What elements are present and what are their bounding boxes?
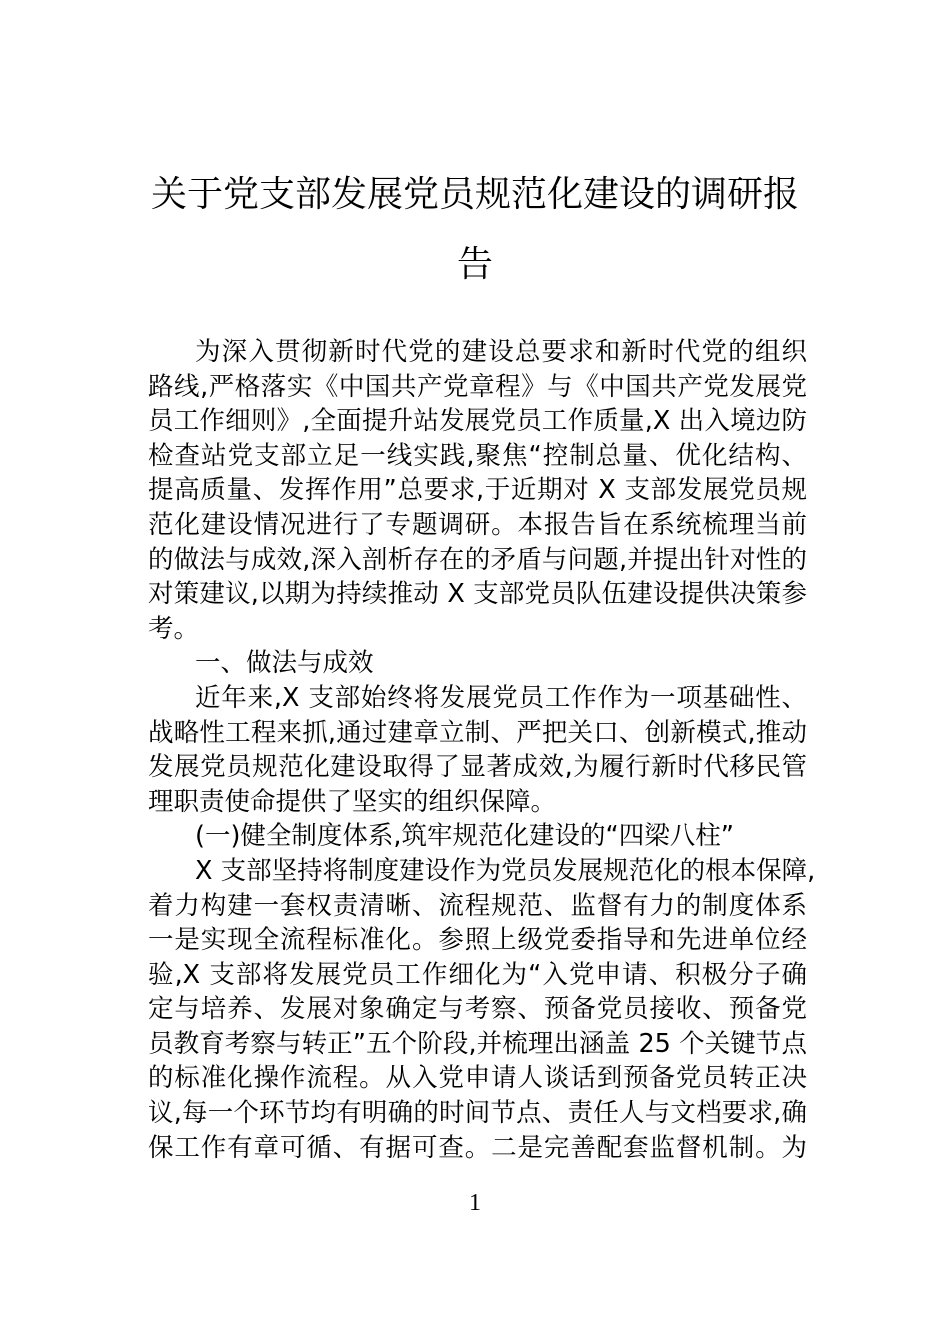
document-title-line-2: 告 (456, 244, 493, 285)
body-text-line: 近年来,X 支部始终将发展党员工作作为一项基础性、 (195, 682, 807, 713)
body-text-line: 为深入贯彻新时代党的建设总要求和新时代党的组织 (195, 337, 807, 367)
document-body (148, 335, 816, 1165)
body-text-line: 路线,严格落实《中国共产党章程》与《中国共产党发展党 (148, 371, 807, 402)
body-text-line: 验,X 支部将发展党员工作细化为“入党申请、积极分子确 (148, 959, 807, 990)
body-text-line: 提高质量、发挥作用”总要求,于近期对 X 支部发展党员规 (148, 475, 807, 506)
body-text-line: 理职责使命提供了坚实的组织保障。 (148, 786, 557, 817)
body-text-line: 的标准化操作流程。从入党申请人谈话到预备党员转正决 (148, 1063, 807, 1094)
body-text-line: 一、做法与成效 (195, 648, 374, 679)
body-text-line: 定与培养、发展对象确定与考察、预备党员接收、预备党 (148, 994, 807, 1025)
page-number: 1 (469, 1190, 481, 1216)
body-text-line: 检查站党支部立足一线实践,聚焦“控制总量、优化结构、 (148, 440, 807, 471)
body-text-line: (一)健全制度体系,筑牢规范化建设的“四梁八柱” (195, 821, 734, 852)
body-text-line: 对策建议,以期为持续推动 X 支部党员队伍建设提供决策参 (148, 579, 807, 610)
body-text-line: 的做法与成效,深入剖析存在的矛盾与问题,并提出针对性的 (148, 544, 807, 575)
body-text-line: 保工作有章可循、有据可查。二是完善配套监督机制。为 (148, 1132, 807, 1163)
body-text-line: 着力构建一套权责清晰、流程规范、监督有力的制度体系 (148, 890, 807, 921)
body-text-line: 一是实现全流程标准化。参照上级党委指导和先进单位经 (148, 925, 807, 956)
body-text-line: 员教育考察与转正”五个阶段,并梳理出涵盖 25 个关键节点 (148, 1028, 807, 1059)
body-text-line: 员工作细则》,全面提升站发展党员工作质量,X 出入境边防 (148, 406, 807, 437)
document-title-line-1: 关于党支部发展党员规范化建设的调研报 (150, 174, 799, 215)
body-text-line: 议,每一个环节均有明确的时间节点、责任人与文档要求,确 (148, 1098, 807, 1129)
body-text-line: X 支部坚持将制度建设作为党员发展规范化的根本保障, (195, 855, 816, 886)
body-text-line: 范化建设情况进行了专题调研。本报告旨在系统梳理当前 (148, 509, 807, 540)
body-text-line: 发展党员规范化建设取得了显著成效,为履行新时代移民管 (148, 752, 807, 783)
body-text-line: 战略性工程来抓,通过建章立制、严把关口、创新模式,推动 (148, 717, 807, 748)
body-text-line: 考。 (148, 613, 200, 644)
